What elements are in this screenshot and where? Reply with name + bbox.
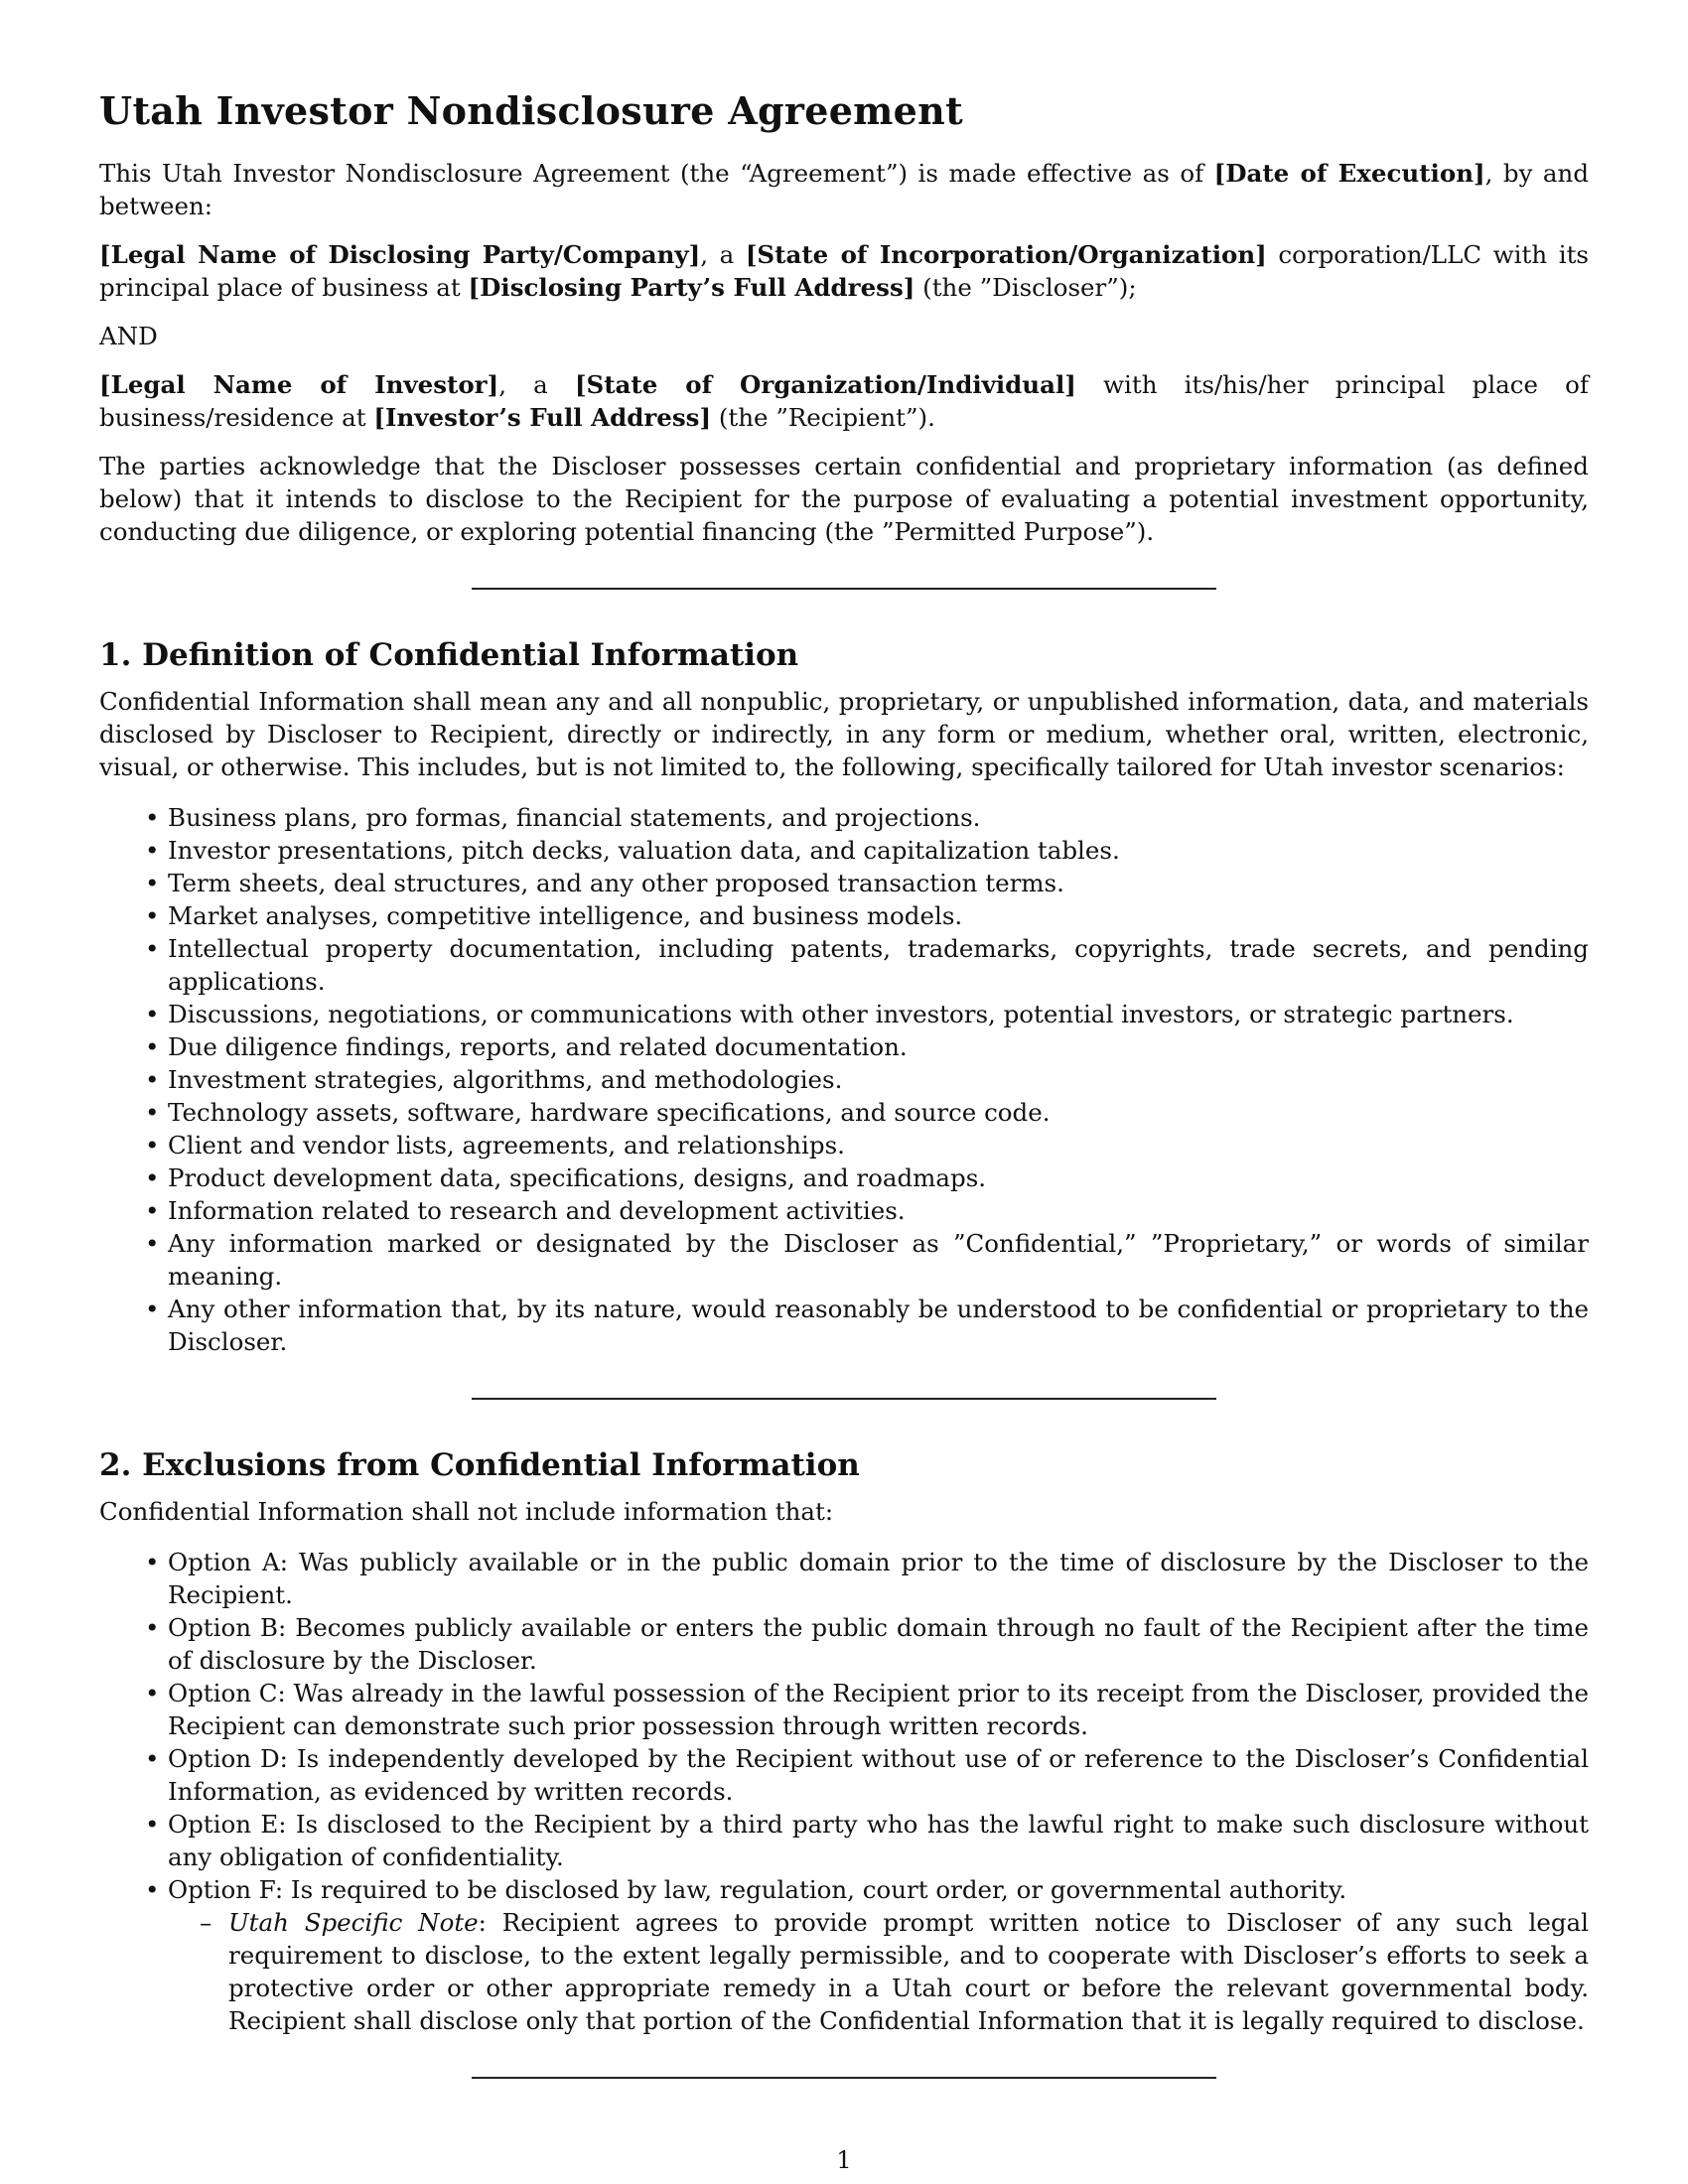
list-item: • Business plans, pro formas, financial statements, and projections. bbox=[99, 801, 1589, 834]
recipient-text-1: , a bbox=[498, 370, 575, 399]
list-item: • Term sheets, deal structures, and any other proposed transaction terms. bbox=[99, 867, 1589, 899]
list-item: • Investor presentations, pitch decks, valuation data, and capitalization tables. bbox=[99, 834, 1589, 867]
section-2-list bbox=[99, 1546, 1589, 2037]
and-line: AND bbox=[99, 322, 158, 350]
recipient-name-placeholder: [Legal Name of Investor] bbox=[99, 370, 499, 399]
discloser-address-placeholder: [Disclosing Party’s Full Address] bbox=[468, 273, 915, 302]
list-item: • Option A: Was publicly available or in the public domain prior to the time of disclosure by the Discloser to the Recipient. bbox=[99, 1546, 1589, 1611]
date-placeholder: [Date of Execution] bbox=[1213, 159, 1485, 188]
discloser-text-1: , a bbox=[700, 240, 746, 269]
intro-text: This Utah Investor Nondisclosure Agreement (the “Agreement”) is made effective as of bbox=[99, 159, 1214, 188]
note-label: Utah Specific Note bbox=[228, 1908, 479, 1937]
note-text: : Recipient agrees to provide prompt written notice to Discloser of any such legal requirement to disclose, to the extent legally permissible, and to cooperate with Discloser’s efforts to seek a protective order or other appropriate remedy in a Utah court or before the relevant governmental body. Recipient shall disclose only that portion of the Confidential Information that it is legally required to disclose. bbox=[228, 1908, 1589, 2035]
document-title: Utah Investor Nondisclosure Agreement bbox=[99, 88, 963, 133]
list-item: • Investment strategies, algorithms, and methodologies. bbox=[99, 1063, 1589, 1096]
document-page bbox=[99, 0, 1589, 2184]
discloser-text-3: (the ”Discloser”); bbox=[914, 273, 1137, 302]
intro-paragraph bbox=[99, 157, 1589, 222]
list-item: • Market analyses, competitive intelligence, and business models. bbox=[99, 899, 1589, 932]
page-number: 1 bbox=[836, 2146, 852, 2174]
section-divider bbox=[472, 2077, 1216, 2079]
section-1-list bbox=[99, 801, 1589, 1358]
list-item: • Any information marked or designated by the Discloser as ”Confidential,” ”Proprietary,” or words of similar meaning. bbox=[99, 1227, 1589, 1293]
section-2-heading: 2. Exclusions from Confidential Information bbox=[99, 1447, 860, 1483]
list-item-text: Option F: Is required to be disclosed by law, regulation, court order, or governmental authority. bbox=[168, 1875, 1347, 1904]
list-item: • Option D: Is independently developed by the Recipient without use of or reference to the Discloser’s Confidential Information, as evidenced by written records. bbox=[99, 1742, 1589, 1808]
list-item: • Intellectual property documentation, including patents, trademarks, copyrights, trade secrets, and pending applications. bbox=[99, 932, 1589, 998]
recipient-text-3: (the ”Recipient”). bbox=[711, 403, 935, 432]
section-1-paragraph: Confidential Information shall mean any and all nonpublic, proprietary, or unpublished information, data, and materials disclosed by Discloser to Recipient, directly or indirectly, in any form or medium, whether oral, written, electronic, visual, or otherwise. This includes, but is not limited to, the following, specifically tailored for Utah investor scenarios: bbox=[99, 687, 1589, 781]
sub-list bbox=[168, 1906, 1589, 2037]
list-item: • Discussions, negotiations, or communications with other investors, potential investors, or strategic partners. bbox=[99, 998, 1589, 1030]
discloser-state-placeholder: [State of Incorporation/Organization] bbox=[745, 240, 1267, 269]
list-item: • Option C: Was already in the lawful possession of the Recipient prior to its receipt from the Discloser, provided the Recipient can demonstrate such prior possession through written records. bbox=[99, 1677, 1589, 1742]
list-item: • Option E: Is disclosed to the Recipient by a third party who has the lawful right to make such disclosure without any obligation of confidentiality. bbox=[99, 1808, 1589, 1873]
purpose-paragraph: The parties acknowledge that the Discloser possesses certain confidential and proprietary information (as defined below) that it intends to disclose to the Recipient for the purpose of evaluating a potential investment opportunity, conducting due diligence, or exploring potential financing (the ”Permitted Purpose”). bbox=[99, 452, 1589, 546]
list-item: • Client and vendor lists, agreements, and relationships. bbox=[99, 1129, 1589, 1161]
section-2-paragraph: Confidential Information shall not include information that: bbox=[99, 1497, 834, 1526]
discloser-paragraph bbox=[99, 238, 1589, 304]
section-divider bbox=[472, 1398, 1216, 1400]
utah-specific-note bbox=[168, 1906, 1589, 2037]
list-item: • Any other information that, by its nature, would reasonably be understood to be confidential or proprietary to the Discloser. bbox=[99, 1293, 1589, 1358]
list-item: • Information related to research and development activities. bbox=[99, 1194, 1589, 1227]
section-divider bbox=[472, 588, 1216, 590]
recipient-paragraph bbox=[99, 368, 1589, 434]
discloser-name-placeholder: [Legal Name of Disclosing Party/Company] bbox=[99, 240, 701, 269]
recipient-address-placeholder: [Investor’s Full Address] bbox=[373, 403, 712, 432]
section-1-heading: 1. Definition of Confidential Information bbox=[99, 637, 799, 673]
list-item: • Due diligence findings, reports, and related documentation. bbox=[99, 1030, 1589, 1063]
discloser-text-2: corporation/LLC with its principal place of business at bbox=[99, 240, 1589, 302]
recipient-state-placeholder: [State of Organization/Individual] bbox=[574, 370, 1076, 399]
list-item: • Option B: Becomes publicly available or enters the public domain through no fault of the Recipient after the time of disclosure by the Discloser. bbox=[99, 1611, 1589, 1677]
list-item bbox=[99, 1873, 1589, 2037]
intro-text-end: , by and between: bbox=[99, 159, 1589, 220]
recipient-text-2: with its/his/her principal place of business/residence at bbox=[99, 370, 1589, 432]
list-item: • Technology assets, software, hardware specifications, and source code. bbox=[99, 1096, 1589, 1129]
list-item: • Product development data, specifications, designs, and roadmaps. bbox=[99, 1161, 1589, 1194]
